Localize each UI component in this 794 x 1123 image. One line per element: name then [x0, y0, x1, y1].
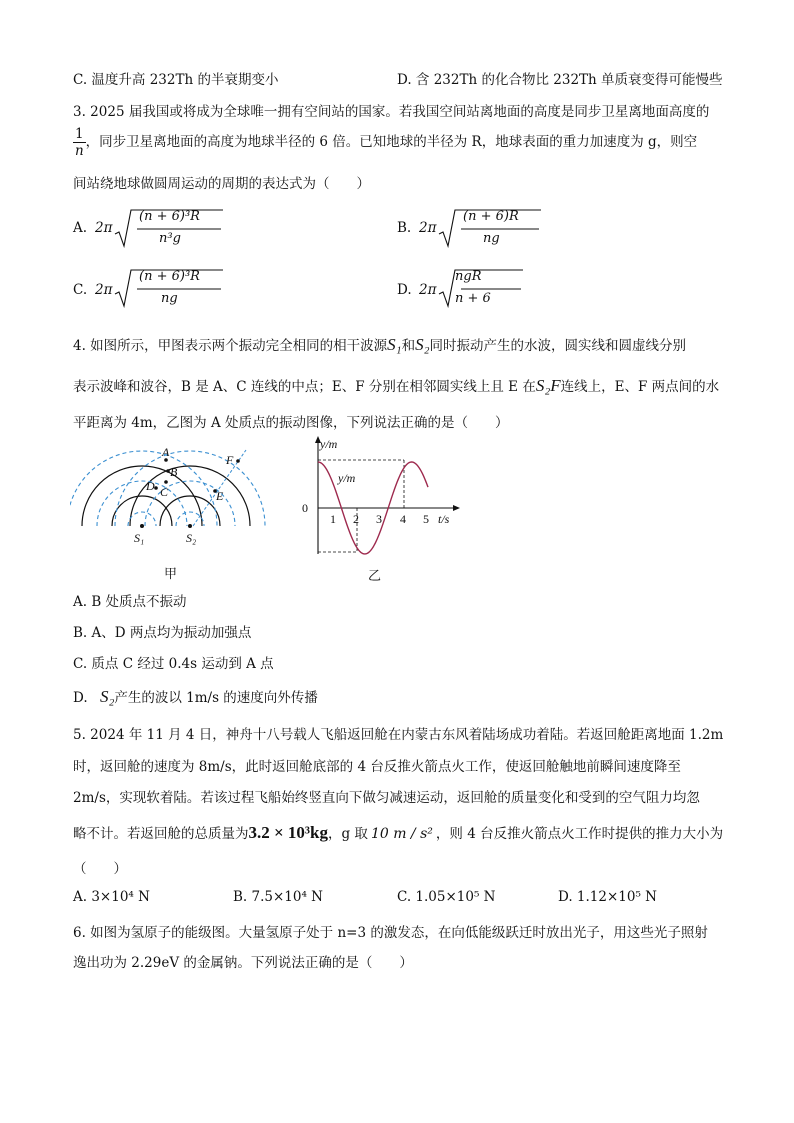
q5-mass: 3.2 × 10³kg — [248, 823, 328, 842]
option-label: A. — [73, 220, 88, 236]
q4-option-d — [73, 686, 318, 707]
t-axis-arrow-icon — [453, 505, 460, 511]
wave-interference-figure — [70, 440, 270, 550]
option-prefix: 2π — [95, 220, 113, 236]
q5-line-4a: 略不计。若返回舱的总质量为 — [73, 826, 249, 842]
vibration-graph — [296, 434, 476, 564]
q3-option-b — [397, 208, 567, 250]
label-f: F — [226, 453, 234, 467]
q5-g-value: 10 m / s² — [370, 826, 433, 842]
q3-fraction — [73, 126, 86, 159]
q4-option-c: C. 质点 C 经过 0.4s 运动到 A 点 — [73, 656, 274, 672]
q3-option-c — [73, 268, 243, 310]
q2-option-d: D. 含 232Th 的化合物比 232Th 单质衰变得可能慢些 — [397, 72, 723, 88]
label-a: A — [162, 445, 170, 459]
q2-option-c: C. 温度升高 232Th 的半衰期变小 — [73, 72, 279, 88]
label-e: E — [216, 489, 224, 503]
option-den: n + 6 — [455, 291, 491, 306]
q5-line-2: 时，返回舱的速度为 8m/s，此时返回舱底部的 4 台反推火箭点火工作，使返回舱触地前瞬间速度降至 — [73, 759, 681, 775]
s2-point — [188, 524, 192, 528]
q4-line-1 — [73, 334, 686, 355]
q4-option-a: A. B 处质点不振动 — [73, 594, 187, 610]
q4-line-2 — [73, 375, 719, 396]
q3-line-1: 3. 2025 届我国或将成为全球唯一拥有空间站的国家。若我国空间站离地面的高度是同步卫星离地面高度的 — [73, 104, 710, 120]
guide-lines — [318, 460, 404, 552]
option-label: B. — [397, 220, 412, 236]
tick-5: 5 — [423, 512, 429, 526]
q5-option-b: B. 7.5×10⁴ N — [233, 889, 323, 905]
q3-line-3: 间站绕地球做圆周运动的周期的表达式为（ ） — [73, 176, 370, 192]
q4-and: 和 — [401, 338, 416, 354]
option-prefix: 2π — [419, 282, 437, 298]
q5-option-a: A. 3×10⁴ N — [73, 889, 150, 905]
label-b: B — [170, 465, 178, 479]
tick-4: 4 — [400, 512, 406, 526]
q5-line-5: （ ） — [73, 861, 127, 877]
q4-line-2a: 表示波峰和波谷，B 是 A、C 连线的中点；E、F 分别在相邻圆实线上且 E 在 — [73, 379, 536, 395]
q3-option-d — [397, 268, 567, 310]
label-c: C — [160, 485, 169, 499]
q4-line-1a: 4. 如图所示，甲图表示两个振动完全相同的相干波源 — [73, 338, 388, 354]
option-d-text: 产生的波以 1m/s 的速度向外传播 — [114, 690, 318, 706]
t-axis-label: t/s — [438, 512, 450, 526]
option-num: (n + 6)³R — [139, 209, 200, 224]
origin-label: 0 — [302, 501, 308, 515]
option-den: ng — [483, 231, 500, 246]
q4-line-3: 平距离为 4m，乙图为 A 处质点的振动图像，下列说法正确的是（ ） — [73, 415, 509, 431]
option-prefix: 2π — [419, 220, 437, 236]
q6-line-1: 6. 如图为氢原子的能级图。大量氢原子处于 n=3 的激发态，在向低能级跃迁时放出光子，用这些光子照射 — [73, 925, 708, 941]
option-num: (n + 6)R — [463, 209, 519, 224]
label-s1: S₁ — [134, 531, 145, 545]
tick-1: 1 — [330, 512, 336, 526]
q5-line-3: 2m/s，实现软着陆。若该过程飞船始终竖直向下做匀减速运动，返回舱的质量变化和受到的空气阻力均忽 — [73, 790, 700, 806]
tick-3: 3 — [376, 512, 382, 526]
option-den: n³g — [159, 231, 181, 246]
option-prefix: 2π — [95, 282, 113, 298]
q4-s1: S₁ — [387, 335, 402, 354]
q5-line-4b: ，g 取 — [328, 826, 368, 842]
point-d — [154, 486, 158, 490]
s1-point — [140, 524, 144, 528]
y-inner-label: y/m — [338, 471, 356, 485]
q4-s2f: S₂F — [535, 376, 561, 395]
q5-line-4c: ，则 4 台反推火箭点火工作时提供的推力大小为 — [435, 826, 724, 842]
q5-line-4 — [73, 822, 723, 843]
option-num: (n + 6)³R — [139, 269, 200, 284]
figure-jia-caption: 甲 — [164, 567, 178, 582]
q6-line-2: 逸出功为 2.29eV 的金属钠。下列说法正确的是（ ） — [73, 955, 413, 971]
option-label: C. — [73, 282, 88, 298]
label-d: D — [146, 479, 155, 493]
label-s2: S₂ — [186, 531, 197, 545]
q3-option-a — [73, 208, 243, 250]
q4-line-1b: 同时振动产生的水波，圆实线和圆虚线分别 — [429, 338, 687, 354]
q5-option-c: C. 1.05×10⁵ N — [397, 889, 496, 905]
point-c — [164, 480, 168, 484]
q3-fraction-den: n — [74, 143, 84, 159]
tick-2: 2 — [353, 512, 359, 526]
option-d-label: D. — [73, 690, 88, 706]
q4-s2: S₂ — [415, 335, 430, 354]
q5-option-d: D. 1.12×10⁵ N — [558, 889, 657, 905]
q5-line-1: 5. 2024 年 11 月 4 日，神舟十八号载人飞船返回舱在内蒙古东风着陆场成功着陆。若返回舱距离地面 1.2m — [73, 727, 724, 743]
option-den: ng — [161, 291, 178, 306]
option-d-s2: S₂ — [99, 687, 115, 706]
figure-yi-caption: 乙 — [368, 569, 382, 584]
q3-fraction-num: 1 — [75, 126, 84, 142]
point-f — [236, 459, 240, 463]
q4-option-b: B. A、D 两点均为振动加强点 — [73, 625, 252, 641]
y-axis-label: y/m — [320, 437, 338, 451]
q3-line-2 — [73, 126, 697, 159]
option-label: D. — [397, 282, 412, 298]
q3-line-2-text: ，同步卫星离地面的高度为地球半径的 6 倍。已知地球的半径为 R，地球表面的重力加速度为 g，则空 — [85, 134, 698, 150]
option-num: ngR — [455, 269, 482, 284]
q4-line-2b: 连线上，E、F 两点间的水 — [560, 379, 720, 395]
